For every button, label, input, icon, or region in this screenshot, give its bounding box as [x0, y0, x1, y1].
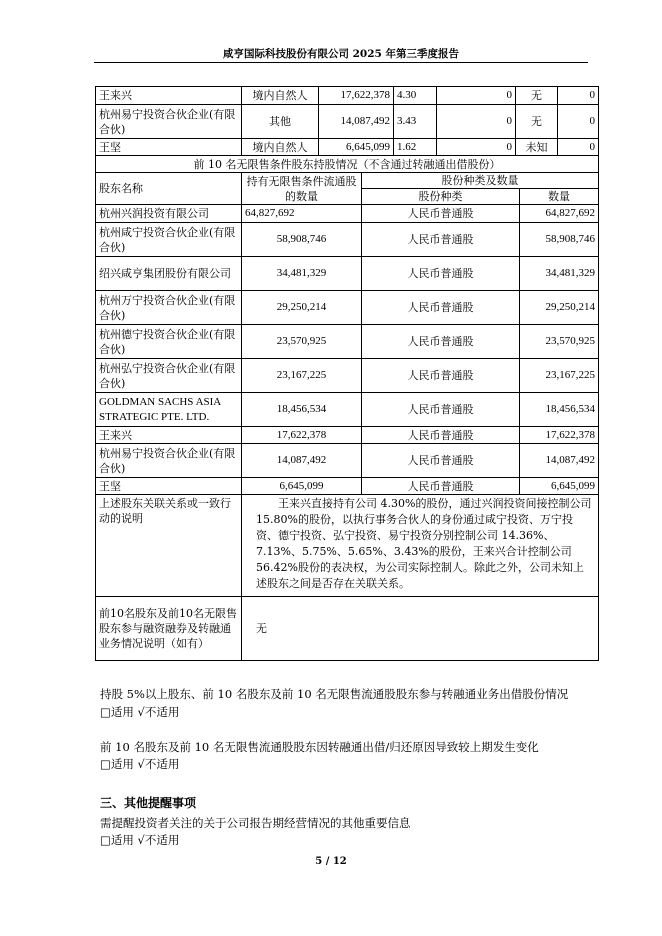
margin-value: 无: [242, 597, 599, 661]
header-row: [96, 173, 599, 189]
holder-ratio: 3.43: [394, 105, 437, 139]
holder-name: GOLDMAN SACHS ASIA STRATEGIC PTE. LTD.: [96, 393, 242, 427]
holder-restricted: 0: [437, 105, 516, 139]
pledge-count: 0: [558, 87, 599, 105]
table-row: [96, 325, 599, 359]
share-type: 人民币普通股: [362, 393, 520, 427]
share-type: 人民币普通股: [362, 223, 520, 257]
holder-amount: 18,456,534: [242, 393, 362, 427]
share-qty: 14,087,492: [520, 444, 599, 478]
table-row: [96, 87, 599, 105]
holder-shares: 17,622,378: [319, 87, 394, 105]
holder-nature: 境内自然人: [242, 139, 319, 156]
holder-restricted: 0: [437, 139, 516, 156]
share-type: 人民币普通股: [362, 478, 520, 495]
holder-amount: 14,087,492: [242, 444, 362, 478]
col-share-type: 股份种类: [362, 189, 520, 205]
holder-restricted: 0: [437, 87, 516, 105]
page-number: 5 / 12: [315, 856, 347, 867]
holder-name: 杭州万宁投资合伙企业(有限合伙): [96, 291, 242, 325]
margin-label: 前10名股东及前10名无限售股东参与融资融券及转融通业务情况说明（如有）: [96, 597, 242, 661]
pledge-status: 无: [516, 87, 558, 105]
col-holder-name: 股东名称: [96, 173, 242, 205]
holder-nature: 境内自然人: [242, 87, 319, 105]
holder-name: 王来兴: [96, 87, 242, 105]
share-type: 人民币普通股: [362, 257, 520, 291]
share-qty: 23,167,225: [520, 359, 599, 393]
table-row: [96, 444, 599, 478]
share-type: 人民币普通股: [362, 205, 520, 223]
holder-name: 杭州兴润投资有限公司: [96, 205, 242, 223]
holder-amount: 23,570,925: [242, 325, 362, 359]
share-type: 人民币普通股: [362, 427, 520, 444]
share-type: 人民币普通股: [362, 359, 520, 393]
holder-amount: 6,645,099: [242, 478, 362, 495]
table-row: [96, 205, 599, 223]
table-row: [96, 257, 599, 291]
section-check: □适用 √不适用: [100, 833, 180, 847]
holder-amount: 34,481,329: [242, 257, 362, 291]
holder-name: 杭州易宁投资合伙企业(有限合伙): [96, 105, 242, 139]
holder-name: 杭州弘宁投资合伙企业(有限合伙): [96, 359, 242, 393]
note-lending: 持股 5%以上股东、前 10 名股东及前 10 名无限售流通股股东参与转融通业务出借股份情况: [100, 687, 569, 701]
relation-text: 王来兴直接持有公司 4.30%的股份，通过兴润投资间接控制公司 15.80%的股份，以执行事务合伙人的身份通过咸宁投资、万宁投资、德宁投资、弘宁投资、易宁投资分别控制公司 14.36%、7.13%、5.75%、5.65%、3.43%的股份，王来兴合计控制公司 56.42%股份的表决权，为公司实际控制人。除此之外，公司未知上述股东之间是否存在关联关系。: [242, 495, 599, 597]
table-row: [96, 393, 599, 427]
holder-ratio: 1.62: [394, 139, 437, 156]
holder-ratio: 4.30: [394, 87, 437, 105]
relation-label: 上述股东关联关系或一致行动的说明: [96, 495, 242, 597]
holder-name: 杭州咸宁投资合伙企业(有限合伙): [96, 223, 242, 257]
share-qty: 64,827,692: [520, 205, 599, 223]
share-qty: 18,456,534: [520, 393, 599, 427]
pledge-status: 无: [516, 105, 558, 139]
holder-amount: 17,622,378: [242, 427, 362, 444]
table-row: [96, 291, 599, 325]
margin-row: [96, 597, 599, 661]
holder-amount: 64,827,692: [242, 205, 362, 223]
holder-name: 王坚: [96, 478, 242, 495]
holder-name: 绍兴咸亨集团股份有限公司: [96, 257, 242, 291]
share-qty: 58,908,746: [520, 223, 599, 257]
page-header: 咸亨国际科技股份有限公司 2025 年第三季度报告: [222, 48, 460, 60]
section-title: 前 10 名无限售条件股东持股情况（不含通过转融通出借股份）: [96, 156, 599, 173]
pledge-count: 0: [558, 105, 599, 139]
section-title-row: [96, 156, 599, 173]
holder-shares: 6,645,099: [319, 139, 394, 156]
table-row: [96, 427, 599, 444]
table-row: [96, 223, 599, 257]
holder-name: 杭州易宁投资合伙企业(有限合伙): [96, 444, 242, 478]
col-tradable-amount: 持有无限售条件流通股的数量: [242, 173, 362, 205]
section-heading: 三、其他提醒事项: [100, 796, 197, 810]
share-qty: 6,645,099: [520, 478, 599, 495]
share-qty: 23,570,925: [520, 325, 599, 359]
holder-amount: 23,167,225: [242, 359, 362, 393]
col-quantity: 数量: [520, 189, 599, 205]
holder-amount: 29,250,214: [242, 291, 362, 325]
share-type: 人民币普通股: [362, 291, 520, 325]
note-change-check: □适用 √不适用: [100, 757, 180, 771]
share-qty: 17,622,378: [520, 427, 599, 444]
table-row: [96, 359, 599, 393]
share-qty: 29,250,214: [520, 291, 599, 325]
holder-amount: 58,908,746: [242, 223, 362, 257]
col-type-group: 股份种类及数量: [362, 173, 599, 189]
header-rule: [94, 62, 588, 63]
share-type: 人民币普通股: [362, 444, 520, 478]
table-row: [96, 478, 599, 495]
unrestricted-holders-table: [95, 155, 599, 661]
holder-shares: 14,087,492: [319, 105, 394, 139]
pledge-status: 未知: [516, 139, 558, 156]
holder-name: 王坚: [96, 139, 242, 156]
share-type: 人民币普通股: [362, 325, 520, 359]
table-row: [96, 139, 599, 156]
pledge-count: 0: [558, 139, 599, 156]
top-shareholders-table: [95, 86, 599, 156]
holder-name: 王来兴: [96, 427, 242, 444]
holder-name: 杭州德宁投资合伙企业(有限合伙): [96, 325, 242, 359]
note-lending-check: □适用 √不适用: [100, 705, 180, 719]
table-row: [96, 105, 599, 139]
holder-nature: 其他: [242, 105, 319, 139]
relation-row: [96, 495, 599, 597]
section-text: 需提醒投资者关注的关于公司报告期经营情况的其他重要信息: [100, 816, 411, 830]
share-qty: 34,481,329: [520, 257, 599, 291]
note-change: 前 10 名股东及前 10 名无限售流通股股东因转融通出借/归还原因导致较上期发生变化: [100, 740, 539, 754]
